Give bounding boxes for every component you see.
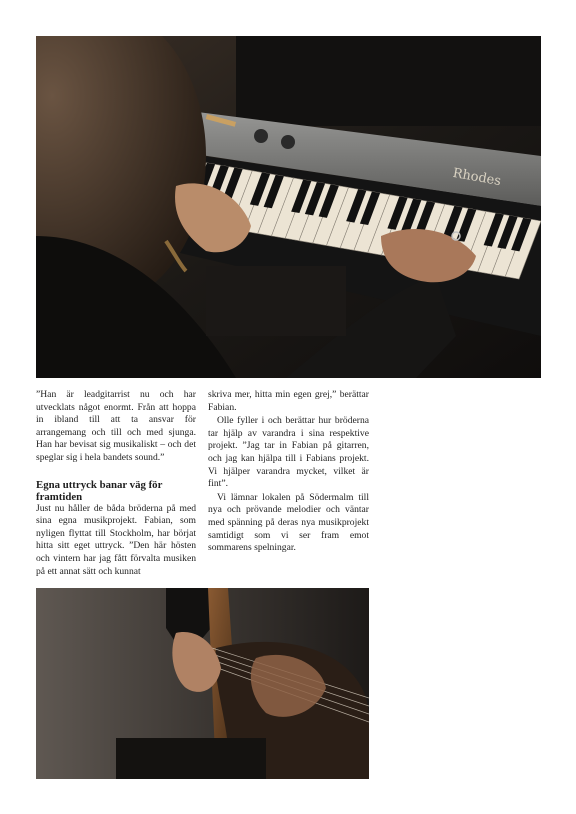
guitar-illustration — [36, 588, 369, 779]
body-paragraph: Just nu håller de båda bröderna på med sina egna musikprojekt. Fabian, som nyligen flyttat till Stockholm, har börjat hitta sitt eget uttryck. ”Den här hösten och vintern har jag fått förvalta musiken på ett annat sätt och kunnat — [36, 502, 196, 577]
article-column-left — [36, 389, 196, 578]
rhodes-piano-photo — [36, 36, 541, 378]
rhodes-piano-illustration — [36, 36, 541, 378]
rhodes-logo: Rhodes — [451, 165, 503, 190]
body-paragraph: Vi lämnar lokalen på Södermalm till nya och prövande melodier och väntar med spänning på deras nya musikprojekt samtidigt som vi ser fram emot sommarens spelningar. — [208, 491, 369, 554]
guitar-player-photo — [36, 588, 369, 779]
article-column-right — [208, 389, 369, 555]
quote-paragraph: ”Han är leadgitarrist nu och har utvecklats något enormt. Från att hoppa in ibland till att ta ansvar för arrangemang och till och med sjunga. Han har bevisat sig musikaliskt – och det speglar sig i hela bandets sound.” — [36, 389, 196, 463]
body-paragraph: Olle fyller i och berättar hur bröderna tar hjälp av varandra i sina respektive projekt. ”Jag tar in Fabian på gitarren, och jag kan hjälpa till i Fabians projekt. Vi hjälper varandra mycket, vilket är fint”. — [208, 415, 369, 490]
section-heading: Egna uttryck banar väg för framtiden — [36, 478, 163, 503]
body-paragraph: skriva mer, hitta min egen grej,” berättar Fabian. — [208, 389, 369, 413]
